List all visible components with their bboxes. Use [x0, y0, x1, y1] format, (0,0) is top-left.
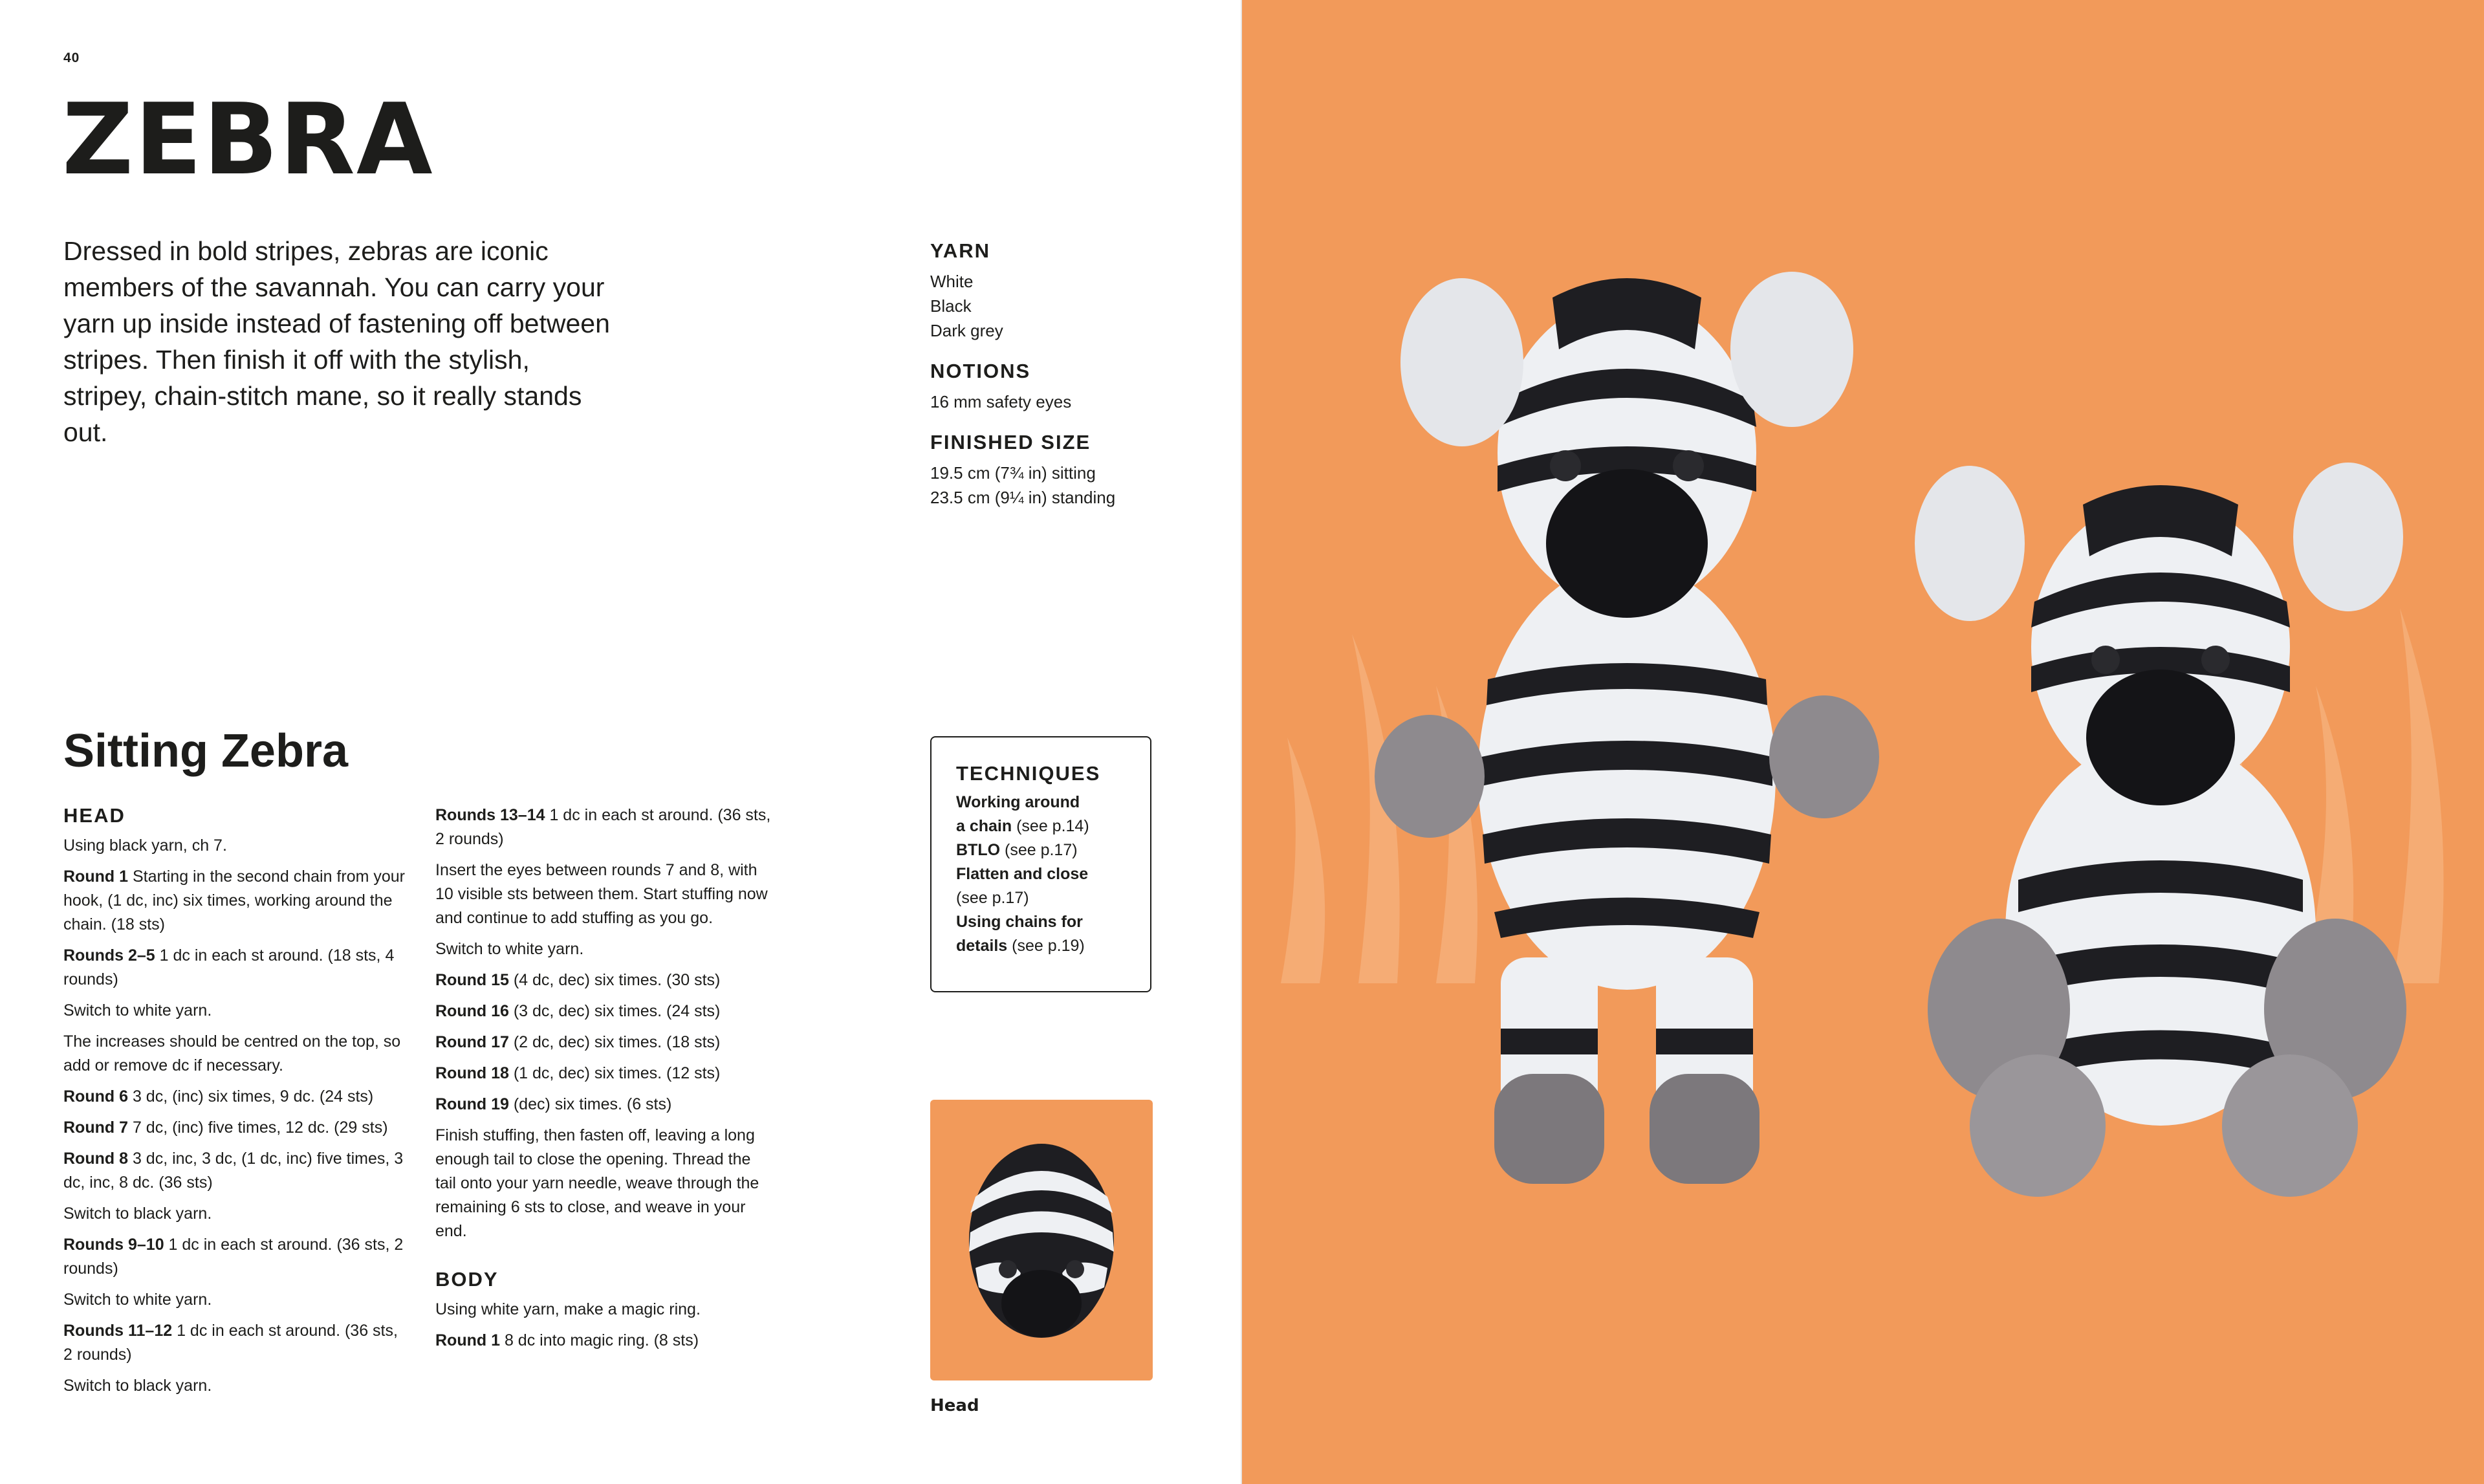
- techniques-heading: TECHNIQUES: [956, 762, 1101, 785]
- size-item: 23.5 cm (9¼ in) standing: [930, 488, 1116, 507]
- standing-zebra: [1375, 272, 1879, 1184]
- size-group: [930, 431, 1208, 510]
- zebras-photo: [1242, 0, 2484, 1484]
- round-instruction: Round 8 3 dc, inc, 3 dc, (1 dc, inc) five times, 3 dc, inc, 8 dc. (36 sts): [63, 1150, 404, 1192]
- technique-item: Working around: [956, 793, 1080, 811]
- round-instruction: Round 7 7 dc, (inc) five times, 12 dc. (29 sts): [63, 1118, 388, 1137]
- yarn-heading: YARN: [930, 239, 990, 262]
- round-instruction: Round 1 8 dc into magic ring. (8 sts): [435, 1331, 699, 1349]
- pattern-subtitle: Sitting Zebra: [63, 725, 349, 777]
- round-instruction: Rounds 11–12 1 dc in each st around. (36 sts, 2 rounds): [63, 1322, 398, 1364]
- technique-item: details (see p.19): [956, 937, 1085, 955]
- instruction: Switch to white yarn.: [435, 940, 584, 958]
- intro-paragraph: Dressed in bold stripes, zebras are iconic members of the savannah. You can carry your yarn up inside instead of fastening off between stripes. Then finish it off with the stylish, stripey, chain-stitch mane, so it really stands out.: [63, 236, 610, 447]
- instruction: Insert the eyes between rounds 7 and 8, with 10 visible sts between them. Start stuffing now and continue to add stuffing as you go.: [435, 861, 768, 927]
- instruction: Using white yarn, make a magic ring.: [435, 1300, 701, 1318]
- instruction: Switch to white yarn.: [63, 1291, 212, 1309]
- round-instruction: Round 6 3 dc, (inc) six times, 9 dc. (24 sts): [63, 1087, 374, 1106]
- yarn-item: Black: [930, 296, 972, 316]
- technique-item: Using chains for: [956, 913, 1083, 931]
- technique-item: Flatten and close: [956, 865, 1089, 883]
- instruction: Switch to black yarn.: [63, 1205, 212, 1223]
- instruction: Switch to white yarn.: [63, 1001, 212, 1020]
- yarn-item: White: [930, 272, 974, 291]
- size-item: 19.5 cm (7¾ in) sitting: [930, 463, 1096, 483]
- round-instruction: Round 18 (1 dc, dec) six times. (12 sts): [435, 1064, 721, 1082]
- page-number: 40: [63, 50, 80, 65]
- notions-item: 16 mm safety eyes: [930, 392, 1072, 411]
- materials-list: [930, 239, 1208, 527]
- round-instruction: Rounds 2–5 1 dc in each st around. (18 sts, 4 rounds): [63, 946, 395, 988]
- yarn-group: [930, 239, 1208, 343]
- round-instruction: Round 15 (4 dc, dec) six times. (30 sts): [435, 971, 721, 989]
- technique-item: a chain (see p.14): [956, 817, 1089, 835]
- technique-item: (see p.17): [956, 889, 1029, 907]
- round-instruction: Round 1 Starting in the second chain from your hook, (1 dc, inc) six times, working around the chain. (18 sts): [63, 867, 406, 933]
- yarn-item: Dark grey: [930, 321, 1003, 340]
- instruction: Finish stuffing, then fasten off, leaving a long enough tail to close the opening. Thread the tail onto your yarn needle, weave through the remaining 6 sts to close, and weave in your end.: [435, 1126, 759, 1240]
- size-heading: FINISHED SIZE: [930, 431, 1091, 453]
- techniques-box: [930, 736, 1151, 992]
- round-instruction: Rounds 9–10 1 dc in each st around. (36 sts, 2 rounds): [63, 1236, 404, 1278]
- technique-item: BTLO (see p.17): [956, 841, 1078, 859]
- body-heading: BODY: [435, 1268, 499, 1291]
- round-instruction: Round 17 (2 dc, dec) six times. (18 sts): [435, 1033, 721, 1051]
- pattern-column-2: [435, 803, 772, 1360]
- instruction: The increases should be centred on the top, so add or remove dc if necessary.: [63, 1032, 401, 1075]
- pattern-column-1: [63, 803, 406, 1405]
- head-heading: HEAD: [63, 804, 125, 827]
- photo-caption: Head: [930, 1396, 979, 1415]
- round-instruction: Round 16 (3 dc, dec) six times. (24 sts): [435, 1002, 721, 1020]
- notions-group: [930, 360, 1208, 414]
- page-title: ZEBRA: [62, 82, 434, 197]
- instruction: Switch to black yarn.: [63, 1377, 212, 1395]
- round-instruction: Round 19 (dec) six times. (6 sts): [435, 1095, 672, 1113]
- right-page-photo: [1242, 0, 2484, 1484]
- round-instruction: Rounds 13–14 1 dc in each st around. (36 sts, 2 rounds): [435, 806, 771, 848]
- zebra-head-illustration: [930, 1100, 1153, 1380]
- head-photo: [930, 1100, 1153, 1380]
- instruction: Using black yarn, ch 7.: [63, 836, 227, 855]
- notions-heading: NOTIONS: [930, 360, 1031, 382]
